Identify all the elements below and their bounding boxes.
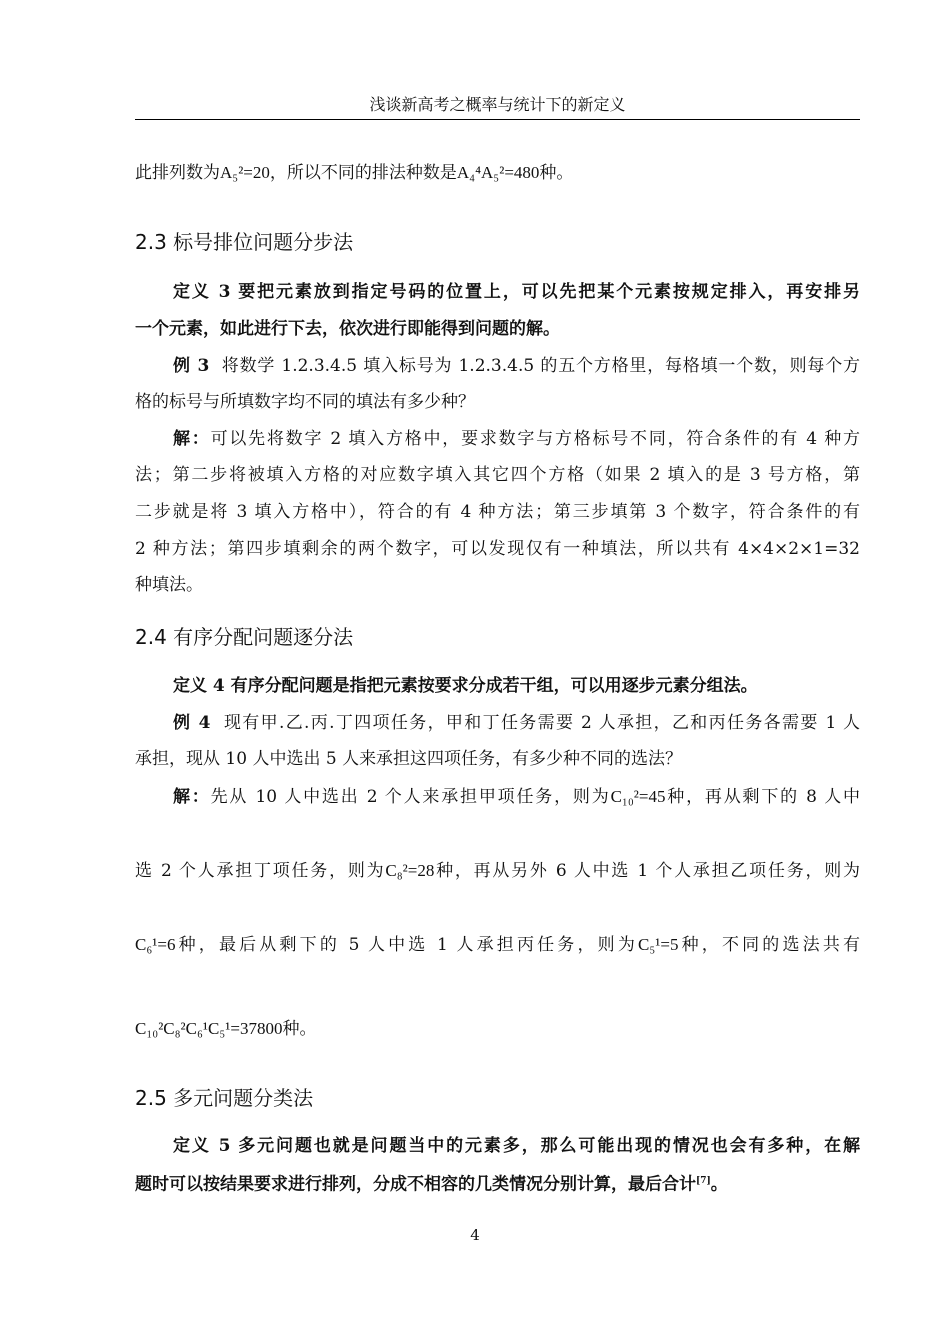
example-3-text: 将数学 1.2.3.4.5 填入标号为 1.2.3.4.5 的五个方格里，每格填一个数，则每个方 [221,356,861,376]
example-4-text: 现有甲.乙.丙.丁四项任务，甲和丁任务需要 2 人承担，乙和丙任务各需要 1 人 [223,713,861,733]
solution-3-text-1: 可以先将数字 2 填入方格中，要求数字与方格标号不同，符合条件的有 4 种方 [210,429,861,449]
solution-4-text-a: 先从 10 人中选出 2 个人来承担甲项任务，则为 [210,787,611,807]
solution-3-line-5: 种填法。 [135,575,203,595]
solution-4-text-f: 种，最后从剩下的 5 人中选 1 人承担丙任务，则为 [175,935,638,955]
solution-4-text-b: 种，再从剩下的 8 人中 [665,787,861,807]
solution-4-line-2 [135,858,860,884]
intro-text-3: 种。 [539,163,574,183]
solution-3-line-3: 二步就是将 3 填入方格中），符合的有 4 种方法；第三步填第 3 个数字，符合条件的有 [135,502,860,522]
solution-4-text-g: 种，不同的选法共有 [678,935,860,955]
section-heading-2-5: 2.5 多元问题分类法 [135,1086,314,1110]
definition-5-line-2 [135,1168,860,1198]
solution-4-label: 解： [173,787,211,807]
citation-ref: [7] [696,1176,711,1186]
formula-c5-1: C₅¹=5 [638,935,679,954]
definition-5-end: 。 [710,1174,728,1195]
definition-5-text: 题时可以按结果要求进行排列，分成不相容的几类情况分别计算，最后合计 [135,1174,696,1195]
solution-4-text-h: 种。 [282,1019,317,1039]
formula-c8-2: C₈²=28 [385,861,435,880]
solution-3-line-4: 2 种方法；第四步填剩余的两个数字，可以发现仅有一种填法，所以共有 4×4×2×1=32 [135,539,860,559]
example-3-label: 例 3 [173,356,210,376]
intro-text-2: ，所以不同的排法种数是 [269,163,457,183]
solution-4-line-1 [135,784,860,810]
formula-a52: A₅²=20 [220,163,270,182]
definition-4-line-1: 定义 4 有序分配问题是指把元素按要求分成若干组，可以用逐步元素分组法。 [173,676,758,696]
section-heading-2-4: 2.4 有序分配问题逐分法 [135,625,354,649]
formula-a44-a52: A₄⁴A₅²=480 [456,163,540,182]
example-3-line-2: 格的标号与所填数字均不同的填法有多少种？ [135,392,475,412]
example-3-line-1 [135,353,860,379]
solution-4-text-c: 选 2 个人承担丁项任务，则为 [135,861,386,881]
solution-3-line-2: 法；第二步将被填入方格的对应数字填入其它四个方格（如果 2 填入的是 3 号方格，第 [135,465,860,485]
solution-3-line-1 [135,426,860,452]
definition-3-line-1: 定义 3 要把元素放到指定号码的位置上，可以先把某个元素按规定排入，再安排另 [173,282,860,302]
definition-3-line-2: 一个元素，如此进行下去，依次进行即能得到问题的解。 [135,319,560,339]
formula-c10-2: C₁₀²=45 [610,787,666,806]
solution-4-line-4 [135,1016,860,1042]
solution-4-line-3 [135,932,860,958]
page-number: 4 [470,1226,480,1244]
section-heading-2-3: 2.3 标号排位问题分步法 [135,230,354,254]
intro-line [135,160,860,186]
definition-5-line-1: 定义 5 多元问题也就是问题当中的元素多，那么可能出现的情况也会有多种，在解 [173,1136,860,1156]
example-4-line-2: 承担，现从 10 人中选出 5 人来承担这四项任务，有多少种不同的选法？ [135,749,683,769]
example-4-label: 例 4 [173,713,211,733]
example-4-line-1 [135,710,860,736]
formula-product: C₁₀²C₈²C₆¹C₅¹=37800 [135,1019,283,1038]
solution-4-text-d: 种，再从另外 6 人中选 1 个人承担乙项任务，则为 [434,861,860,881]
running-header: 浅谈新高考之概率与统计下的新定义 [135,92,860,120]
intro-text-1: 此排列数为 [135,163,220,183]
formula-c6-1: C₆¹=6 [135,935,176,954]
solution-3-label: 解： [173,429,211,449]
